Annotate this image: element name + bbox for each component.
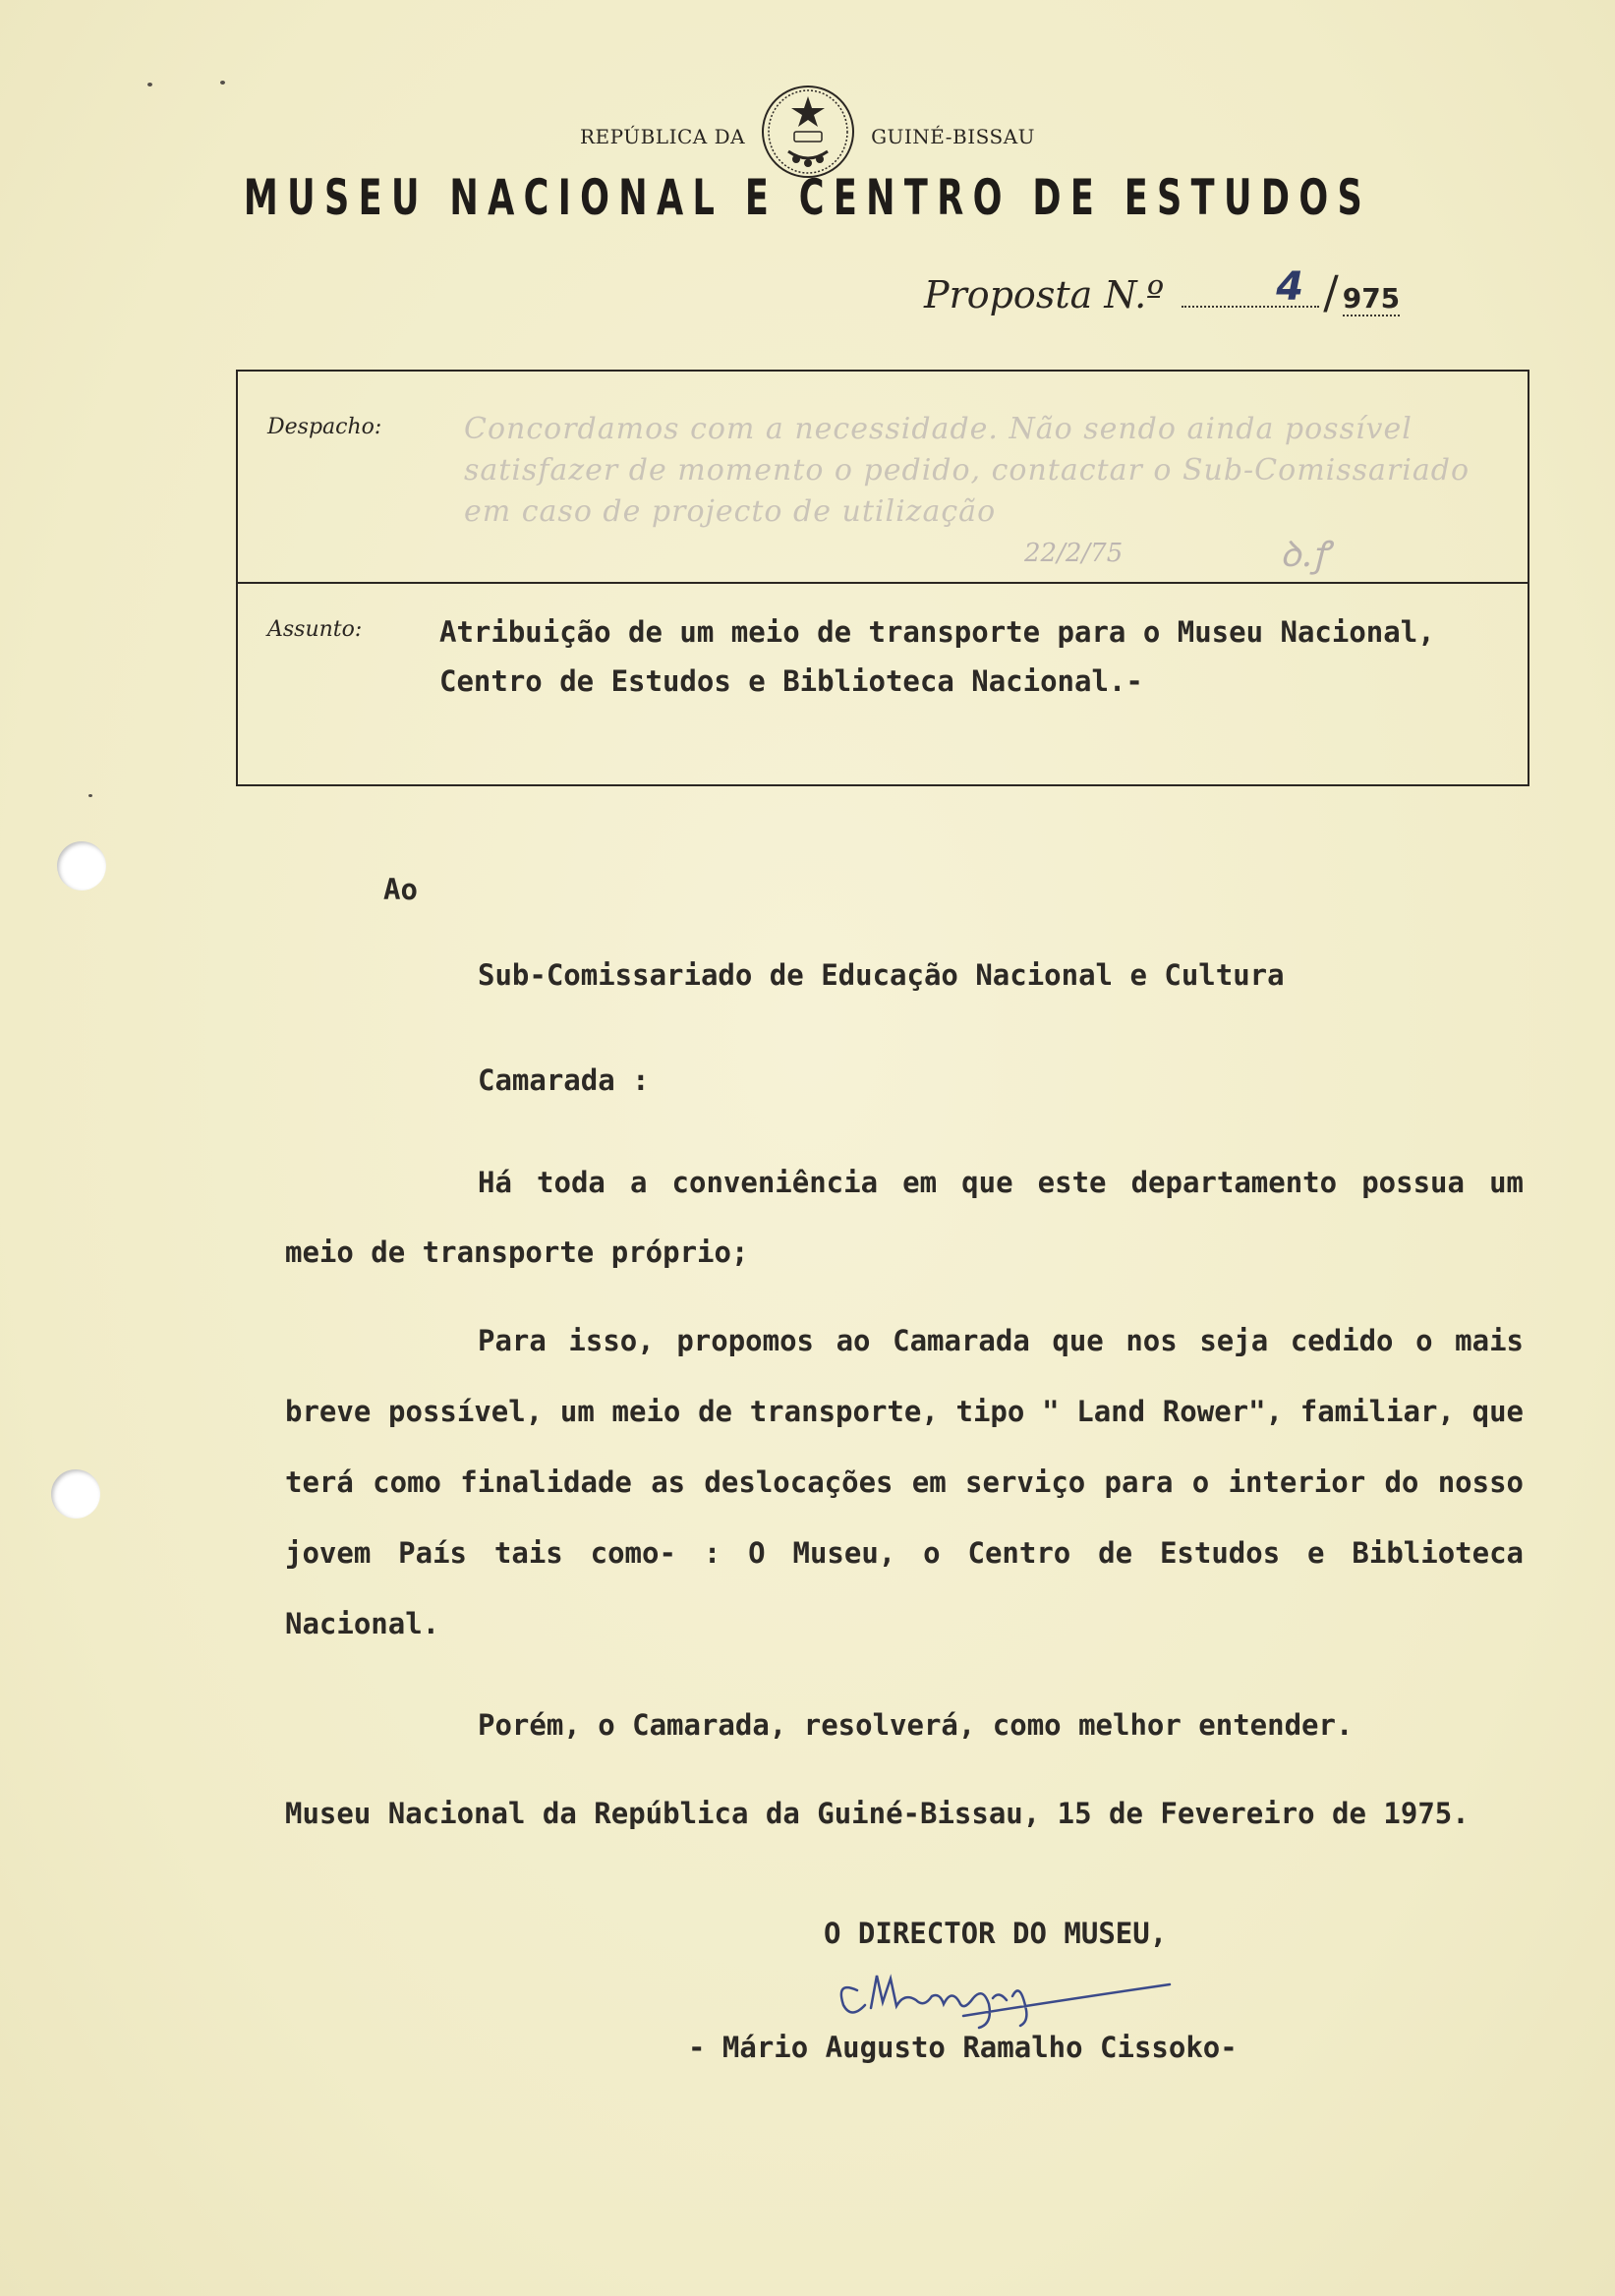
despacho-date: 22/2/75 [1024,539,1124,568]
box-divider [238,582,1528,584]
handwritten-signature [826,1951,1180,2030]
republic-right: GUINÉ-BISSAU [871,125,1035,148]
paragraph-3: Porém, o Camarada, resolverá, como melhor entender. [478,1708,1354,1742]
despacho-label: Despacho: [267,415,382,439]
punch-hole [51,1469,100,1519]
proposta-handwritten-number: 4 [1276,264,1304,310]
republic-left: REPÚBLICA DA [579,125,746,148]
assunto-label: Assunto: [267,617,363,642]
proposta-number: Proposta N.º 4 / 975 [924,264,1401,318]
assunto-text: Atribuição de um meio de transporte para o Museu Nacional, Centro de Estudos e Biblioteca Nacional.- [439,615,1435,698]
letter-salutation: Camarada : [478,1063,650,1097]
despacho-assunto-box [236,370,1529,786]
republic-heading [0,94,1615,179]
despacho-handwriting: Concordamos com a necessidade. Não sendo ainda possível satisfazer de momento o pedido, contactar o Sub-Comissariado em caso de projecto de utilização [464,412,1471,529]
institution-title: MUSEU NACIONAL E CENTRO DE ESTUDOS [243,169,1372,226]
letter-recipient: Sub-Comissariado de Educação Nacional e Cultura [478,958,1285,992]
national-emblem-icon [759,81,857,179]
speck [147,83,152,86]
punch-hole [57,841,106,890]
letter-to: Ao [383,873,418,906]
despacho-initials: ꝺ.ꝭ [1280,535,1330,575]
proposta-number-field [1182,264,1319,310]
place-date: Museu Nacional da República da Guiné-Bissau, 15 de Fevereiro de 1975. [285,1797,1470,1830]
proposta-year: 975 [1342,282,1401,315]
paragraph-2: Para isso, propomos ao Camarada que nos seja cedido o mais breve possível, um meio de transporte, tipo " Land Rower", familiar, que terá como finalidade as deslocações em serviço para o interior do nosso jovem País tais como- : O Museu, o Centro de Estudos e Biblioteca Nacional. [285,1324,1524,1640]
proposta-label: Proposta [924,273,1093,316]
signatory-title: O DIRECTOR DO MUSEU, [824,1917,1168,1950]
signatory-name: - Mário Augusto Ramalho Cissoko- [688,2031,1238,2064]
proposta-number-label: N.º [1104,273,1165,316]
speck [88,794,92,797]
speck [220,81,225,85]
paragraph-1: Há toda a conveniência em que este departamento possua um meio de transporte próprio; [285,1166,1524,1269]
